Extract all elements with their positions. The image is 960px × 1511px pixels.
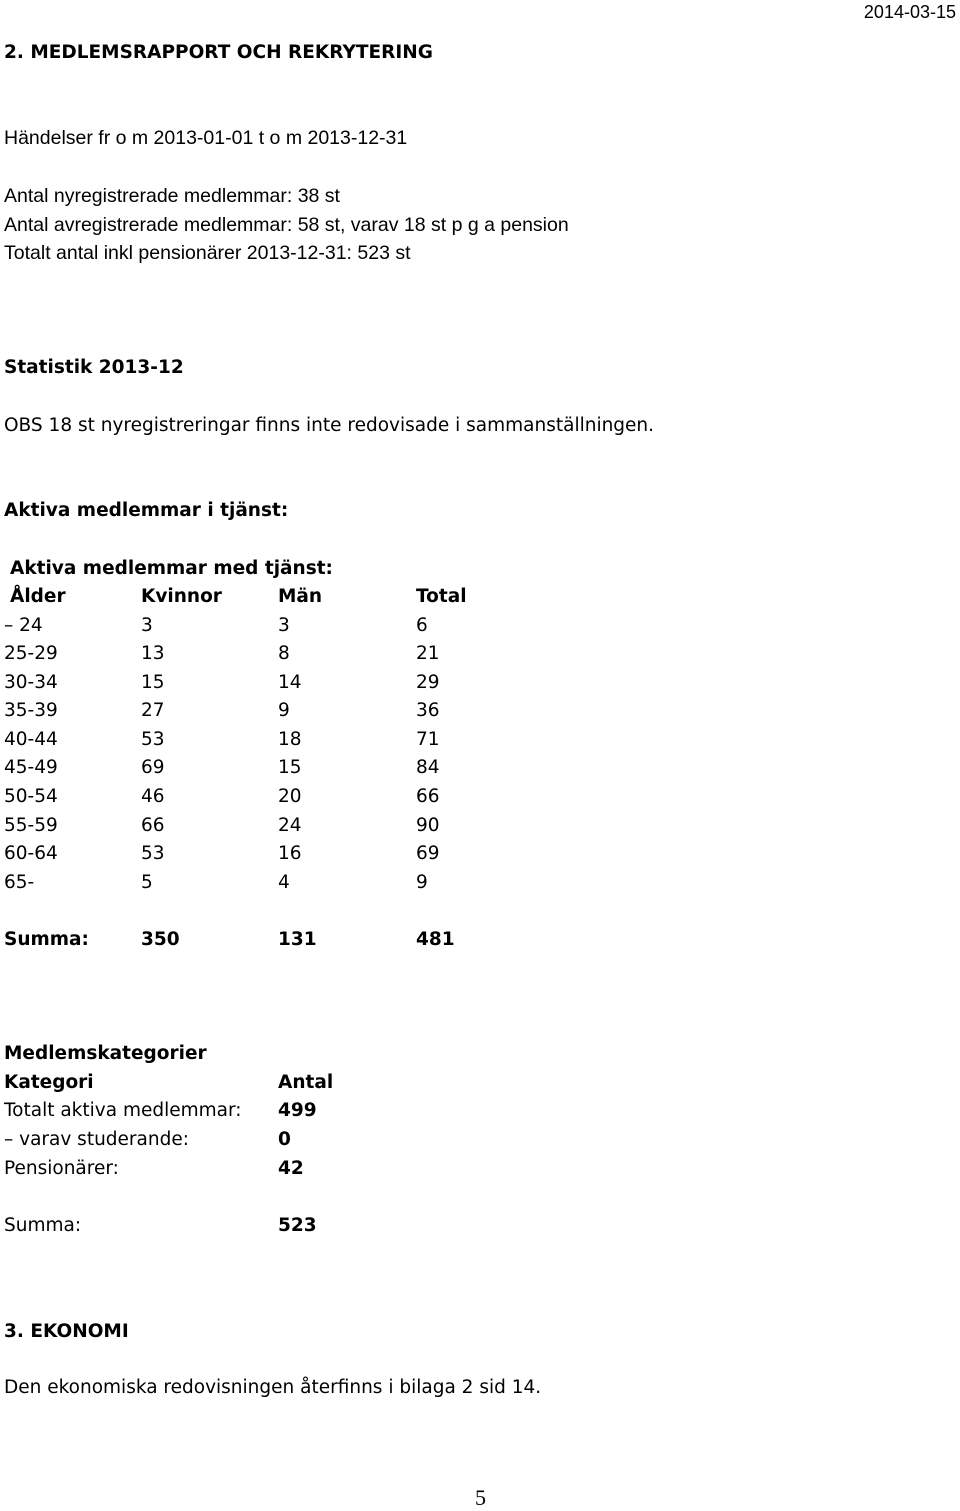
age-table-caption: Aktiva medlemmar med tjänst: — [10, 558, 333, 579]
sum-men: 131 — [278, 929, 317, 950]
cell-men: 9 — [278, 700, 290, 721]
table-row — [0, 614, 960, 638]
page-number: 5 — [475, 1485, 486, 1510]
period-text: Händelser fr o m 2013-01-01 t o m 2013-12-31 — [4, 127, 408, 149]
sum-count: 523 — [278, 1215, 317, 1236]
cell-category: Totalt aktiva medlemmar: — [4, 1100, 242, 1121]
table-row — [0, 871, 960, 895]
cell-total: 36 — [416, 700, 440, 721]
table-row — [0, 699, 960, 723]
cell-category: – varav studerande: — [4, 1129, 189, 1150]
cell-category: Pensionärer: — [4, 1158, 119, 1179]
cell-total: 66 — [416, 786, 440, 807]
cell-women: 66 — [141, 815, 165, 836]
table-row — [0, 785, 960, 809]
new-members-line: Antal nyregistrerade medlemmar: 38 st — [4, 185, 340, 207]
cell-men: 18 — [278, 729, 302, 750]
sum-total: 481 — [416, 929, 455, 950]
cell-women: 53 — [141, 843, 165, 864]
statistics-title: Statistik 2013-12 — [4, 357, 184, 378]
col-header-women: Kvinnor — [141, 586, 222, 607]
cell-women: 69 — [141, 757, 165, 778]
cell-women: 3 — [141, 615, 153, 636]
section3-text: Den ekonomiska redovisningen återfinns i bilaga 2 sid 14. — [4, 1377, 542, 1398]
cell-women: 27 — [141, 700, 165, 721]
removed-members-line: Antal avregistrerade medlemmar: 58 st, varav 18 st p g a pension — [4, 214, 569, 236]
cell-women: 15 — [141, 672, 165, 693]
cell-age: 65- — [4, 872, 35, 893]
col-header-total: Total — [416, 586, 467, 607]
total-members-line: Totalt antal inkl pensionärer 2013-12-31: 523 st — [4, 242, 411, 264]
cell-men: 4 — [278, 872, 290, 893]
cell-age: 55-59 — [4, 815, 58, 836]
table-row — [0, 814, 960, 838]
sum-label: Summa: — [4, 929, 89, 950]
cell-men: 24 — [278, 815, 302, 836]
cell-men: 15 — [278, 757, 302, 778]
cell-women: 46 — [141, 786, 165, 807]
table-row — [0, 756, 960, 780]
table-row — [0, 1157, 960, 1181]
category-table-header — [0, 1071, 960, 1095]
col-header-age: Ålder — [10, 586, 66, 607]
category-table-sum-row — [0, 1214, 960, 1238]
col-header-category: Kategori — [4, 1072, 94, 1093]
cell-age: 50-54 — [4, 786, 58, 807]
cell-men: 14 — [278, 672, 302, 693]
cell-age: 35-39 — [4, 700, 58, 721]
cell-count: 42 — [278, 1158, 304, 1179]
age-table-header — [0, 585, 960, 609]
col-header-count: Antal — [278, 1072, 334, 1093]
statistics-note: OBS 18 st nyregistreringar finns inte redovisade i sammanställningen. — [4, 415, 655, 436]
cell-total: 21 — [416, 643, 440, 664]
cell-men: 3 — [278, 615, 290, 636]
cell-count: 499 — [278, 1100, 317, 1121]
table-row — [0, 671, 960, 695]
col-header-men: Män — [278, 586, 323, 607]
cell-total: 6 — [416, 615, 428, 636]
section-title: 2. MEDLEMSRAPPORT OCH REKRYTERING — [4, 42, 433, 63]
active-members-heading: Aktiva medlemmar i tjänst: — [4, 500, 289, 521]
cell-total: 69 — [416, 843, 440, 864]
cell-age: 45-49 — [4, 757, 58, 778]
table-row — [0, 728, 960, 752]
cell-women: 13 — [141, 643, 165, 664]
cell-total: 9 — [416, 872, 428, 893]
cell-age: 60-64 — [4, 843, 58, 864]
table-row — [0, 1099, 960, 1123]
cell-men: 8 — [278, 643, 290, 664]
age-table-sum-row — [0, 928, 960, 952]
table-row — [0, 1128, 960, 1152]
category-table-caption: Medlemskategorier — [4, 1043, 207, 1064]
cell-total: 71 — [416, 729, 440, 750]
report-date: 2014-03-15 — [863, 2, 956, 22]
cell-total: 84 — [416, 757, 440, 778]
cell-women: 53 — [141, 729, 165, 750]
table-row — [0, 842, 960, 866]
cell-men: 16 — [278, 843, 302, 864]
cell-women: 5 — [141, 872, 153, 893]
table-row — [0, 642, 960, 666]
cell-age: 25-29 — [4, 643, 58, 664]
cell-total: 90 — [416, 815, 440, 836]
sum-women: 350 — [141, 929, 180, 950]
cell-count: 0 — [278, 1129, 291, 1150]
category-table-caption-row — [0, 1042, 960, 1066]
section3-title: 3. EKONOMI — [4, 1321, 129, 1342]
cell-age: 40-44 — [4, 729, 58, 750]
sum-label: Summa: — [4, 1215, 82, 1236]
cell-age: 30-34 — [4, 672, 58, 693]
cell-total: 29 — [416, 672, 440, 693]
cell-men: 20 — [278, 786, 302, 807]
cell-age: – 24 — [4, 615, 43, 636]
